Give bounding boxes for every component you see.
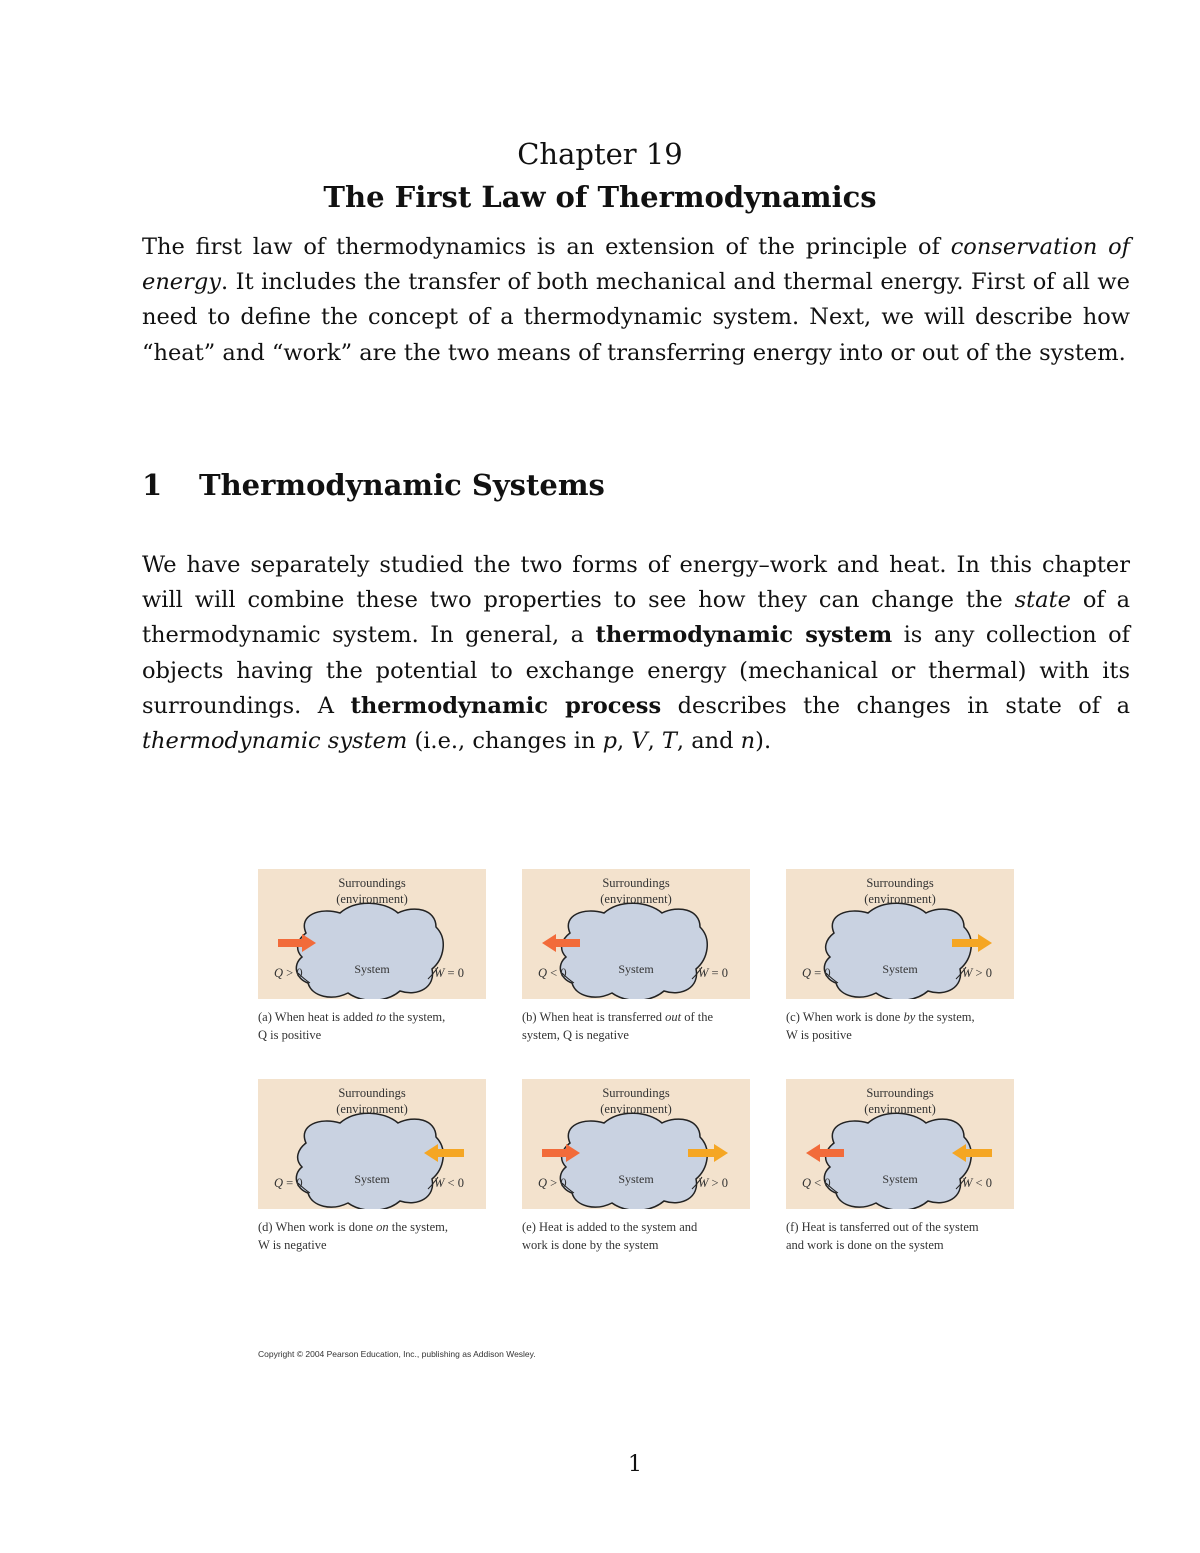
panel-caption-a: (a) When heat is added to the system, Q is positive [258, 1010, 446, 1042]
system-label: System [882, 1172, 918, 1186]
intro-paragraph: The first law of thermodynamics is an extension of the principle of conservation of energy. It includes the transfer of both mechanical and thermal energy. First of all we need to define the concept of a thermodynamic system. Next, we will describe how “heat” and “work” are the two means of transferring energy into or out of the system. [142, 234, 1130, 366]
heat-condition: Q < 0 [538, 966, 567, 980]
environment-label: (environment) [600, 1102, 672, 1116]
emphasis-conservation: conservation of energy [142, 234, 1130, 296]
panel-d [258, 1079, 486, 1209]
work-condition: W = 0 [698, 966, 728, 980]
work-condition: W > 0 [698, 1176, 728, 1190]
work-condition: W < 0 [434, 1176, 464, 1190]
system-label: System [618, 1172, 654, 1186]
surroundings-label: Surroundings [866, 1086, 934, 1100]
panel-caption-c: (c) When work is done by the system, W is positive [786, 1010, 975, 1042]
panel-e [522, 1079, 750, 1209]
work-condition: W > 0 [962, 966, 992, 980]
system-label: System [882, 962, 918, 976]
panel-b [522, 869, 750, 999]
panel-f [786, 1079, 1014, 1209]
system-label: System [354, 962, 390, 976]
surroundings-label: Surroundings [338, 876, 406, 890]
term-thermodynamic-system: thermodynamic system [595, 622, 893, 649]
panel-c [786, 869, 1014, 999]
system-label: System [354, 1172, 390, 1186]
heat-condition: Q = 0 [802, 966, 831, 980]
panel-caption-f: (f) Heat is tansferred out of the system and work is done on the system [786, 1220, 979, 1252]
environment-label: (environment) [864, 1102, 936, 1116]
environment-label: (environment) [864, 892, 936, 906]
surroundings-label: Surroundings [866, 876, 934, 890]
figure-copyright: Copyright © 2004 Pearson Education, Inc., publishing as Addison Wesley. [258, 1349, 536, 1359]
surroundings-label: Surroundings [338, 1086, 406, 1100]
work-condition: W < 0 [962, 1176, 992, 1190]
panel-caption-d: (d) When work is done on the system, W is negative [258, 1220, 449, 1252]
term-thermodynamic-process: thermodynamic process [350, 692, 662, 719]
surroundings-label: Surroundings [602, 876, 670, 890]
environment-label: (environment) [336, 892, 408, 906]
environment-label: (environment) [336, 1102, 408, 1116]
section-heading [142, 468, 605, 502]
surroundings-label: Surroundings [602, 1086, 670, 1100]
heat-condition: Q < 0 [802, 1176, 831, 1190]
chapter-number: Chapter 19 [517, 137, 683, 171]
work-condition: W = 0 [434, 966, 464, 980]
section-number: 1 [142, 468, 163, 502]
page-number: 1 [628, 1452, 642, 1477]
system-label: System [618, 962, 654, 976]
heat-condition: Q > 0 [538, 1176, 567, 1190]
environment-label: (environment) [600, 892, 672, 906]
chapter-title: The First Law of Thermodynamics [323, 180, 877, 214]
panel-caption-b: (b) When heat is transferred out of the system, Q is negative [522, 1010, 714, 1042]
heat-condition: Q > 0 [274, 966, 303, 980]
section-paragraph: We have separately studied the two forms of energy–work and heat. In this chapter will will combine these two properties to see how they can change the state of a thermodynamic system. In general, a thermodynamic system is any collection of objects having the potential to exchange energy (mechanical or thermal) with its surroundings. A thermodynamic process describes the changes in state of a thermodynamic system (i.e., changes in p, V, T, and n). [142, 552, 1131, 755]
panel-a [258, 869, 486, 999]
section-title: Thermodynamic Systems [199, 468, 605, 502]
heat-condition: Q = 0 [274, 1176, 303, 1190]
panel-caption-e: (e) Heat is added to the system and work is done by the system [522, 1220, 698, 1252]
